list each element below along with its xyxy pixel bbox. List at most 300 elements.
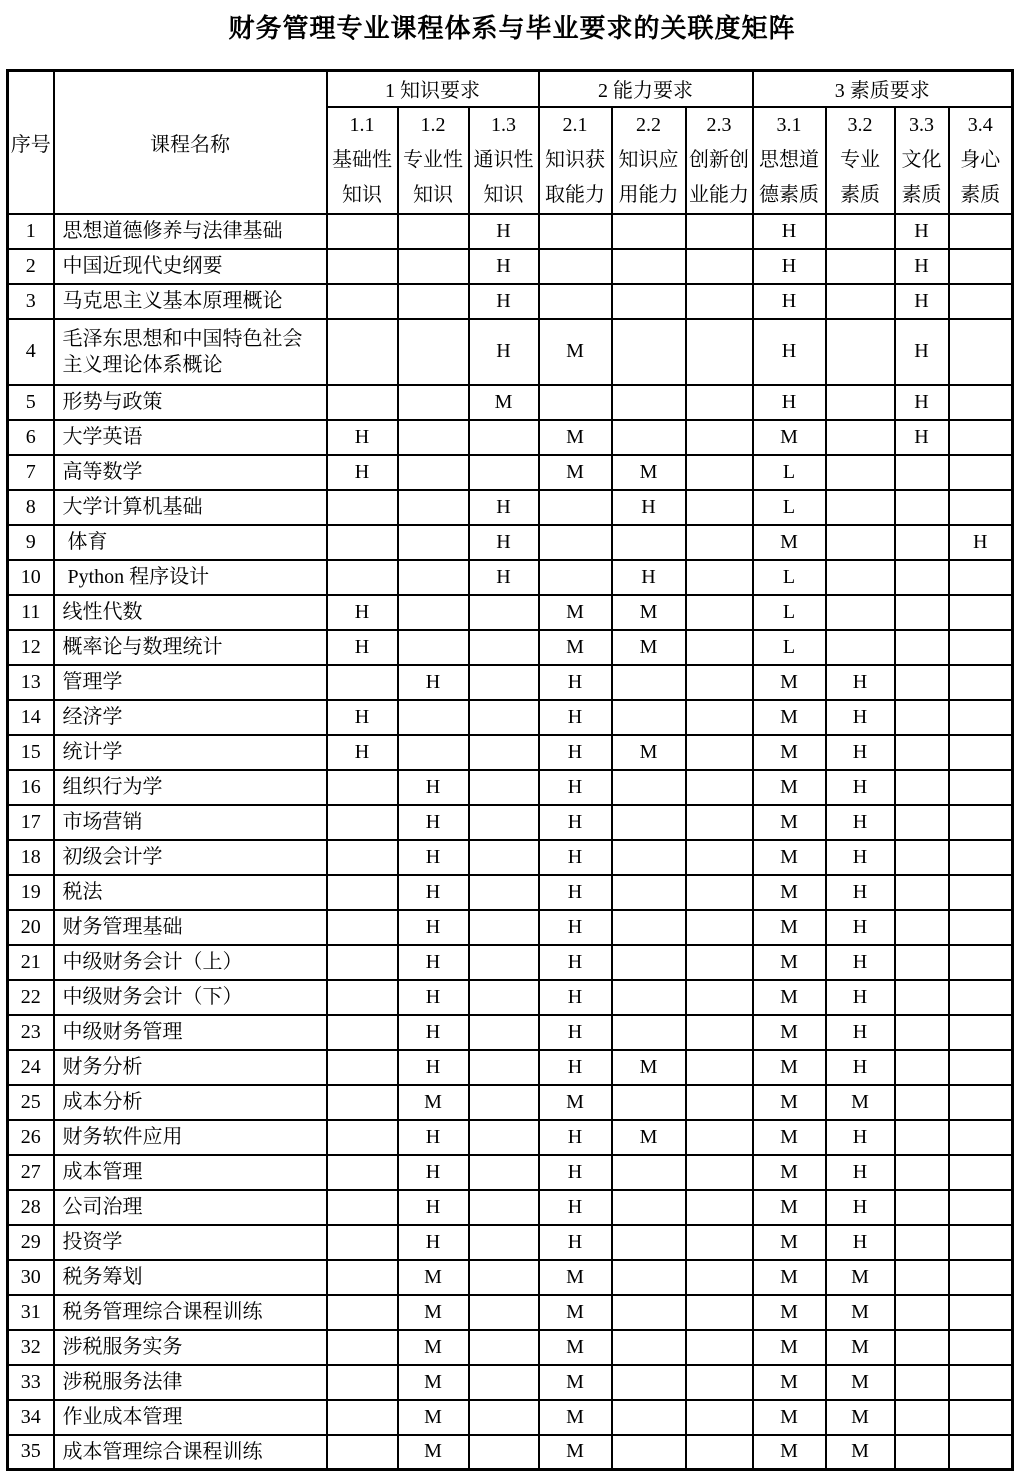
course-name-cell: 中级财务会计（上） xyxy=(54,945,327,980)
matrix-cell-3.3 xyxy=(895,1435,949,1470)
matrix-cell-2.3 xyxy=(686,595,753,630)
table-row xyxy=(8,560,1013,595)
course-name-cell: 税法 xyxy=(54,875,327,910)
row-number-cell: 28 xyxy=(8,1190,54,1225)
column-header-line: 用能力 xyxy=(618,183,679,206)
matrix-cell-3.1: M xyxy=(753,525,826,560)
course-name-cell: 成本管理综合课程训练 xyxy=(54,1435,327,1470)
matrix-cell-2.2 xyxy=(612,1400,686,1435)
matrix-cell-2.1: H xyxy=(539,875,612,910)
matrix-cell-3.1: M xyxy=(753,980,826,1015)
matrix-cell-3.4 xyxy=(949,1260,1013,1295)
matrix-cell-2.3 xyxy=(686,1400,753,1435)
course-name-cell: 初级会计学 xyxy=(54,840,327,875)
matrix-cell-2.2 xyxy=(612,980,686,1015)
table-row xyxy=(8,284,1013,319)
matrix-cell-1.3 xyxy=(469,1190,539,1225)
matrix-cell-3.2: H xyxy=(826,1015,895,1050)
matrix-cell-1.2: H xyxy=(398,875,469,910)
course-name-cell: 涉税服务实务 xyxy=(54,1330,327,1365)
matrix-cell-3.2: H xyxy=(826,665,895,700)
column-header-line: 专业 xyxy=(840,148,881,171)
matrix-cell-3.4 xyxy=(949,910,1013,945)
column-header-line: 专业性 xyxy=(403,148,463,171)
matrix-cell-3.3: H xyxy=(895,319,949,385)
table-row xyxy=(8,1085,1013,1120)
course-name-cell: 管理学 xyxy=(54,665,327,700)
matrix-cell-2.1: M xyxy=(539,1400,612,1435)
matrix-cell-2.3 xyxy=(686,284,753,319)
course-name-cell: 中级财务管理 xyxy=(54,1015,327,1050)
matrix-cell-2.2: H xyxy=(612,490,686,525)
matrix-cell-2.1 xyxy=(539,490,612,525)
matrix-cell-1.2 xyxy=(398,420,469,455)
matrix-cell-1.3 xyxy=(469,1155,539,1190)
column-header-3.3 xyxy=(895,107,949,214)
matrix-cell-2.1: H xyxy=(539,1190,612,1225)
matrix-cell-1.2: M xyxy=(398,1330,469,1365)
course-name-cell: 税务筹划 xyxy=(54,1260,327,1295)
matrix-cell-3.2 xyxy=(826,214,895,249)
matrix-cell-3.1: M xyxy=(753,1190,826,1225)
matrix-cell-3.3 xyxy=(895,1120,949,1155)
course-name-cell: 中级财务会计（下） xyxy=(54,980,327,1015)
matrix-cell-3.4 xyxy=(949,420,1013,455)
matrix-cell-1.3 xyxy=(469,700,539,735)
matrix-cell-2.3 xyxy=(686,1225,753,1260)
matrix-cell-2.1: M xyxy=(539,455,612,490)
matrix-cell-1.3 xyxy=(469,1400,539,1435)
matrix-cell-1.2: H xyxy=(398,1050,469,1085)
matrix-cell-1.1 xyxy=(327,840,398,875)
matrix-cell-1.2: H xyxy=(398,1190,469,1225)
matrix-cell-3.4 xyxy=(949,1190,1013,1225)
matrix-cell-2.1: H xyxy=(539,1120,612,1155)
matrix-cell-2.3 xyxy=(686,630,753,665)
matrix-cell-2.2 xyxy=(612,1435,686,1470)
matrix-cell-1.2: H xyxy=(398,805,469,840)
table-row xyxy=(8,630,1013,665)
matrix-cell-3.2: M xyxy=(826,1295,895,1330)
matrix-cell-1.3 xyxy=(469,1435,539,1470)
matrix-cell-3.2: H xyxy=(826,770,895,805)
matrix-cell-1.3 xyxy=(469,630,539,665)
matrix-cell-3.1: M xyxy=(753,770,826,805)
table-row xyxy=(8,249,1013,284)
course-name-cell: 投资学 xyxy=(54,1225,327,1260)
course-name-cell: 成本管理 xyxy=(54,1155,327,1190)
row-number-cell: 3 xyxy=(8,284,54,319)
matrix-cell-3.4 xyxy=(949,1085,1013,1120)
table-row xyxy=(8,980,1013,1015)
matrix-cell-3.2: M xyxy=(826,1435,895,1470)
matrix-cell-1.2 xyxy=(398,284,469,319)
matrix-cell-2.3 xyxy=(686,770,753,805)
matrix-cell-2.3 xyxy=(686,1190,753,1225)
table-row xyxy=(8,595,1013,630)
matrix-cell-1.1 xyxy=(327,665,398,700)
matrix-cell-3.4 xyxy=(949,1400,1013,1435)
matrix-cell-3.3 xyxy=(895,980,949,1015)
matrix-cell-2.3 xyxy=(686,1155,753,1190)
matrix-cell-3.4 xyxy=(949,249,1013,284)
table-header xyxy=(8,71,1013,214)
matrix-cell-3.4 xyxy=(949,805,1013,840)
row-number-cell: 24 xyxy=(8,1050,54,1085)
matrix-cell-2.1 xyxy=(539,385,612,420)
matrix-cell-2.1: H xyxy=(539,980,612,1015)
matrix-cell-1.3 xyxy=(469,1260,539,1295)
matrix-cell-3.2: H xyxy=(826,840,895,875)
matrix-cell-1.1: H xyxy=(327,455,398,490)
matrix-cell-1.2: M xyxy=(398,1085,469,1120)
row-number-cell: 22 xyxy=(8,980,54,1015)
matrix-cell-3.3 xyxy=(895,1260,949,1295)
matrix-cell-2.2 xyxy=(612,770,686,805)
matrix-cell-2.2 xyxy=(612,700,686,735)
row-number-cell: 30 xyxy=(8,1260,54,1295)
course-name-cell: 公司治理 xyxy=(54,1190,327,1225)
row-number-cell: 21 xyxy=(8,945,54,980)
matrix-cell-1.3 xyxy=(469,840,539,875)
course-name-cell: 作业成本管理 xyxy=(54,1400,327,1435)
matrix-cell-3.2: H xyxy=(826,945,895,980)
matrix-cell-1.1 xyxy=(327,1120,398,1155)
matrix-cell-3.3 xyxy=(895,665,949,700)
table-row xyxy=(8,700,1013,735)
row-number-cell: 27 xyxy=(8,1155,54,1190)
matrix-cell-2.2 xyxy=(612,1155,686,1190)
matrix-cell-1.2: M xyxy=(398,1435,469,1470)
header-group-row xyxy=(8,71,1013,107)
matrix-cell-2.1: M xyxy=(539,630,612,665)
matrix-cell-3.2: M xyxy=(826,1085,895,1120)
column-header-2.2 xyxy=(612,107,686,214)
matrix-cell-3.2 xyxy=(826,249,895,284)
matrix-cell-3.3 xyxy=(895,1015,949,1050)
column-header-line: 素质 xyxy=(901,183,942,206)
table-row xyxy=(8,1120,1013,1155)
matrix-cell-1.2: H xyxy=(398,945,469,980)
matrix-cell-2.3 xyxy=(686,1435,753,1470)
matrix-cell-2.2: M xyxy=(612,735,686,770)
matrix-cell-3.2: H xyxy=(826,735,895,770)
matrix-cell-3.2 xyxy=(826,490,895,525)
table-row xyxy=(8,455,1013,490)
matrix-cell-1.2 xyxy=(398,455,469,490)
column-header-line: 创新创 xyxy=(689,148,750,171)
matrix-cell-3.3 xyxy=(895,910,949,945)
matrix-cell-2.1: H xyxy=(539,1155,612,1190)
matrix-cell-2.2 xyxy=(612,525,686,560)
matrix-cell-3.1: M xyxy=(753,875,826,910)
matrix-cell-2.2 xyxy=(612,249,686,284)
matrix-cell-3.3 xyxy=(895,1225,949,1260)
matrix-cell-2.3 xyxy=(686,1015,753,1050)
column-header-2.1 xyxy=(539,107,612,214)
matrix-cell-3.1: M xyxy=(753,910,826,945)
matrix-cell-2.3 xyxy=(686,385,753,420)
matrix-cell-1.3 xyxy=(469,1365,539,1400)
matrix-cell-3.1: H xyxy=(753,319,826,385)
row-number-cell: 8 xyxy=(8,490,54,525)
matrix-cell-1.1 xyxy=(327,1260,398,1295)
matrix-cell-3.1: L xyxy=(753,595,826,630)
matrix-cell-3.1: L xyxy=(753,490,826,525)
row-number-cell: 34 xyxy=(8,1400,54,1435)
matrix-cell-1.2: M xyxy=(398,1400,469,1435)
matrix-cell-2.2 xyxy=(612,284,686,319)
matrix-cell-3.3 xyxy=(895,525,949,560)
table-row xyxy=(8,385,1013,420)
matrix-cell-3.1: M xyxy=(753,805,826,840)
table-row xyxy=(8,1260,1013,1295)
matrix-cell-1.3 xyxy=(469,665,539,700)
table-row xyxy=(8,1190,1013,1225)
matrix-cell-3.1: M xyxy=(753,1015,826,1050)
matrix-cell-1.1 xyxy=(327,1015,398,1050)
matrix-cell-2.1 xyxy=(539,525,612,560)
course-name-cell: 高等数学 xyxy=(54,455,327,490)
matrix-cell-1.1 xyxy=(327,385,398,420)
row-number-cell: 17 xyxy=(8,805,54,840)
matrix-cell-1.3 xyxy=(469,1120,539,1155)
column-header-3.1 xyxy=(753,107,826,214)
course-name-cell: 财务分析 xyxy=(54,1050,327,1085)
matrix-cell-2.2: M xyxy=(612,630,686,665)
row-number-cell: 4 xyxy=(8,319,54,385)
matrix-cell-2.3 xyxy=(686,945,753,980)
table-row xyxy=(8,875,1013,910)
matrix-cell-3.4 xyxy=(949,595,1013,630)
matrix-cell-3.2: H xyxy=(826,805,895,840)
matrix-cell-3.4 xyxy=(949,319,1013,385)
matrix-cell-3.2: H xyxy=(826,1225,895,1260)
matrix-cell-3.1: M xyxy=(753,1435,826,1470)
table-row xyxy=(8,945,1013,980)
matrix-cell-1.2 xyxy=(398,214,469,249)
matrix-cell-1.2: M xyxy=(398,1295,469,1330)
matrix-cell-2.2 xyxy=(612,1295,686,1330)
column-header-line: 知识 xyxy=(342,183,382,206)
matrix-cell-2.1: M xyxy=(539,319,612,385)
matrix-cell-1.1 xyxy=(327,1155,398,1190)
matrix-cell-1.2: M xyxy=(398,1260,469,1295)
matrix-cell-3.3 xyxy=(895,560,949,595)
matrix-cell-3.4 xyxy=(949,1155,1013,1190)
matrix-cell-3.2 xyxy=(826,525,895,560)
matrix-cell-3.3 xyxy=(895,735,949,770)
matrix-cell-2.1: H xyxy=(539,665,612,700)
course-name-cell: 财务软件应用 xyxy=(54,1120,327,1155)
table-row xyxy=(8,910,1013,945)
matrix-cell-3.4 xyxy=(949,490,1013,525)
matrix-cell-3.1: M xyxy=(753,1155,826,1190)
matrix-cell-2.3 xyxy=(686,1330,753,1365)
matrix-cell-2.2 xyxy=(612,840,686,875)
table-row xyxy=(8,1295,1013,1330)
matrix-cell-3.3 xyxy=(895,630,949,665)
matrix-cell-1.1 xyxy=(327,214,398,249)
matrix-cell-1.2: H xyxy=(398,665,469,700)
matrix-cell-3.3 xyxy=(895,1155,949,1190)
matrix-cell-1.2: H xyxy=(398,1015,469,1050)
header-group-ability: 2 能力要求 xyxy=(539,71,753,107)
matrix-cell-3.4 xyxy=(949,945,1013,980)
matrix-cell-1.3 xyxy=(469,735,539,770)
column-header-2.3 xyxy=(686,107,753,214)
matrix-cell-2.1: M xyxy=(539,1330,612,1365)
matrix-cell-2.2 xyxy=(612,945,686,980)
matrix-cell-1.1 xyxy=(327,1225,398,1260)
column-header-line: 1.3 xyxy=(491,113,516,136)
matrix-cell-1.3 xyxy=(469,1085,539,1120)
course-name-cell: 大学计算机基础 xyxy=(54,490,327,525)
matrix-cell-2.1: H xyxy=(539,735,612,770)
matrix-cell-1.1 xyxy=(327,875,398,910)
matrix-cell-2.1: H xyxy=(539,910,612,945)
matrix-cell-2.3 xyxy=(686,1050,753,1085)
table-row xyxy=(8,1015,1013,1050)
column-header-line: 知识应 xyxy=(618,148,679,171)
course-name-cell: 大学英语 xyxy=(54,420,327,455)
matrix-cell-1.1 xyxy=(327,1330,398,1365)
table-row xyxy=(8,805,1013,840)
table-row xyxy=(8,319,1013,385)
matrix-cell-1.1 xyxy=(327,980,398,1015)
table-row xyxy=(8,1155,1013,1190)
matrix-cell-3.4 xyxy=(949,1120,1013,1155)
matrix-cell-1.3: H xyxy=(469,249,539,284)
matrix-cell-3.3 xyxy=(895,1365,949,1400)
matrix-cell-1.3 xyxy=(469,420,539,455)
matrix-cell-3.1: M xyxy=(753,840,826,875)
row-number-cell: 35 xyxy=(8,1435,54,1470)
matrix-cell-1.1 xyxy=(327,1295,398,1330)
matrix-cell-2.3 xyxy=(686,490,753,525)
matrix-cell-1.1 xyxy=(327,1365,398,1400)
matrix-cell-1.1 xyxy=(327,910,398,945)
matrix-cell-3.1: M xyxy=(753,1120,826,1155)
matrix-cell-2.1: M xyxy=(539,1435,612,1470)
matrix-cell-3.1: M xyxy=(753,420,826,455)
column-header-line: 3.1 xyxy=(776,113,802,136)
matrix-cell-2.2: M xyxy=(612,1120,686,1155)
matrix-cell-3.3: H xyxy=(895,214,949,249)
matrix-cell-2.3 xyxy=(686,420,753,455)
matrix-cell-3.3 xyxy=(895,490,949,525)
course-name-cell: 成本分析 xyxy=(54,1085,327,1120)
course-name-cell: Python 程序设计 xyxy=(54,560,327,595)
matrix-cell-1.2 xyxy=(398,319,469,385)
column-header-line: 1.1 xyxy=(349,113,375,136)
matrix-cell-1.2 xyxy=(398,700,469,735)
column-header-line: 基础性 xyxy=(332,148,392,171)
matrix-cell-1.2: M xyxy=(398,1365,469,1400)
matrix-cell-1.3 xyxy=(469,1015,539,1050)
column-header-3.2 xyxy=(826,107,895,214)
matrix-cell-2.3 xyxy=(686,1365,753,1400)
matrix-cell-3.3 xyxy=(895,1295,949,1330)
matrix-cell-2.2 xyxy=(612,1085,686,1120)
course-name-cell: 思想道德修养与法律基础 xyxy=(54,214,327,249)
column-header-1.3 xyxy=(469,107,539,214)
column-header-line: 文化 xyxy=(901,148,942,171)
matrix-cell-1.3 xyxy=(469,945,539,980)
column-header-line: 身心 xyxy=(960,148,1001,171)
matrix-cell-3.2 xyxy=(826,385,895,420)
matrix-cell-3.2 xyxy=(826,319,895,385)
matrix-cell-2.3 xyxy=(686,875,753,910)
matrix-cell-2.1: M xyxy=(539,420,612,455)
column-header-line: 思想道 xyxy=(759,148,820,171)
matrix-cell-3.4 xyxy=(949,665,1013,700)
matrix-cell-3.1: M xyxy=(753,735,826,770)
matrix-cell-1.3: M xyxy=(469,385,539,420)
matrix-cell-2.3 xyxy=(686,1295,753,1330)
row-number-cell: 20 xyxy=(8,910,54,945)
row-number-cell: 16 xyxy=(8,770,54,805)
matrix-cell-3.4 xyxy=(949,1015,1013,1050)
matrix-cell-1.3 xyxy=(469,1050,539,1085)
row-number-cell: 11 xyxy=(8,595,54,630)
course-name-cell: 形势与政策 xyxy=(54,385,327,420)
matrix-cell-3.1: M xyxy=(753,1330,826,1365)
table-row xyxy=(8,735,1013,770)
matrix-cell-1.2: H xyxy=(398,1225,469,1260)
matrix-cell-3.4 xyxy=(949,1050,1013,1085)
matrix-cell-2.1: H xyxy=(539,1050,612,1085)
matrix-cell-1.2 xyxy=(398,630,469,665)
matrix-cell-3.2: M xyxy=(826,1365,895,1400)
matrix-cell-1.1 xyxy=(327,1190,398,1225)
matrix-cell-3.3 xyxy=(895,700,949,735)
matrix-cell-2.1: M xyxy=(539,1085,612,1120)
matrix-cell-2.2: M xyxy=(612,455,686,490)
matrix-cell-2.3 xyxy=(686,910,753,945)
row-number-cell: 5 xyxy=(8,385,54,420)
matrix-cell-3.2 xyxy=(826,455,895,490)
matrix-cell-1.1 xyxy=(327,560,398,595)
matrix-cell-3.1: M xyxy=(753,1225,826,1260)
matrix-cell-1.1 xyxy=(327,284,398,319)
header-group-quality: 3 素质要求 xyxy=(753,71,1013,107)
matrix-cell-1.3 xyxy=(469,455,539,490)
matrix-cell-2.2 xyxy=(612,1365,686,1400)
column-header-line: 素质 xyxy=(840,183,881,206)
matrix-cell-3.2: H xyxy=(826,1190,895,1225)
matrix-cell-3.2 xyxy=(826,595,895,630)
course-name-cell: 统计学 xyxy=(54,735,327,770)
matrix-cell-1.3: H xyxy=(469,525,539,560)
matrix-cell-2.1: M xyxy=(539,1260,612,1295)
matrix-cell-1.2 xyxy=(398,735,469,770)
matrix-cell-2.2 xyxy=(612,1330,686,1365)
matrix-cell-3.3 xyxy=(895,805,949,840)
matrix-cell-1.3 xyxy=(469,1225,539,1260)
matrix-cell-1.3 xyxy=(469,770,539,805)
course-name-cell: 毛泽东思想和中国特色社会主义理论体系概论 xyxy=(54,319,327,385)
matrix-cell-2.2 xyxy=(612,1190,686,1225)
row-number-cell: 31 xyxy=(8,1295,54,1330)
matrix-cell-1.2: H xyxy=(398,910,469,945)
matrix-cell-2.1: M xyxy=(539,1365,612,1400)
column-header-line: 3.3 xyxy=(909,113,935,136)
matrix-cell-2.2 xyxy=(612,214,686,249)
matrix-cell-2.1: H xyxy=(539,805,612,840)
matrix-cell-1.3 xyxy=(469,910,539,945)
matrix-cell-1.1 xyxy=(327,319,398,385)
